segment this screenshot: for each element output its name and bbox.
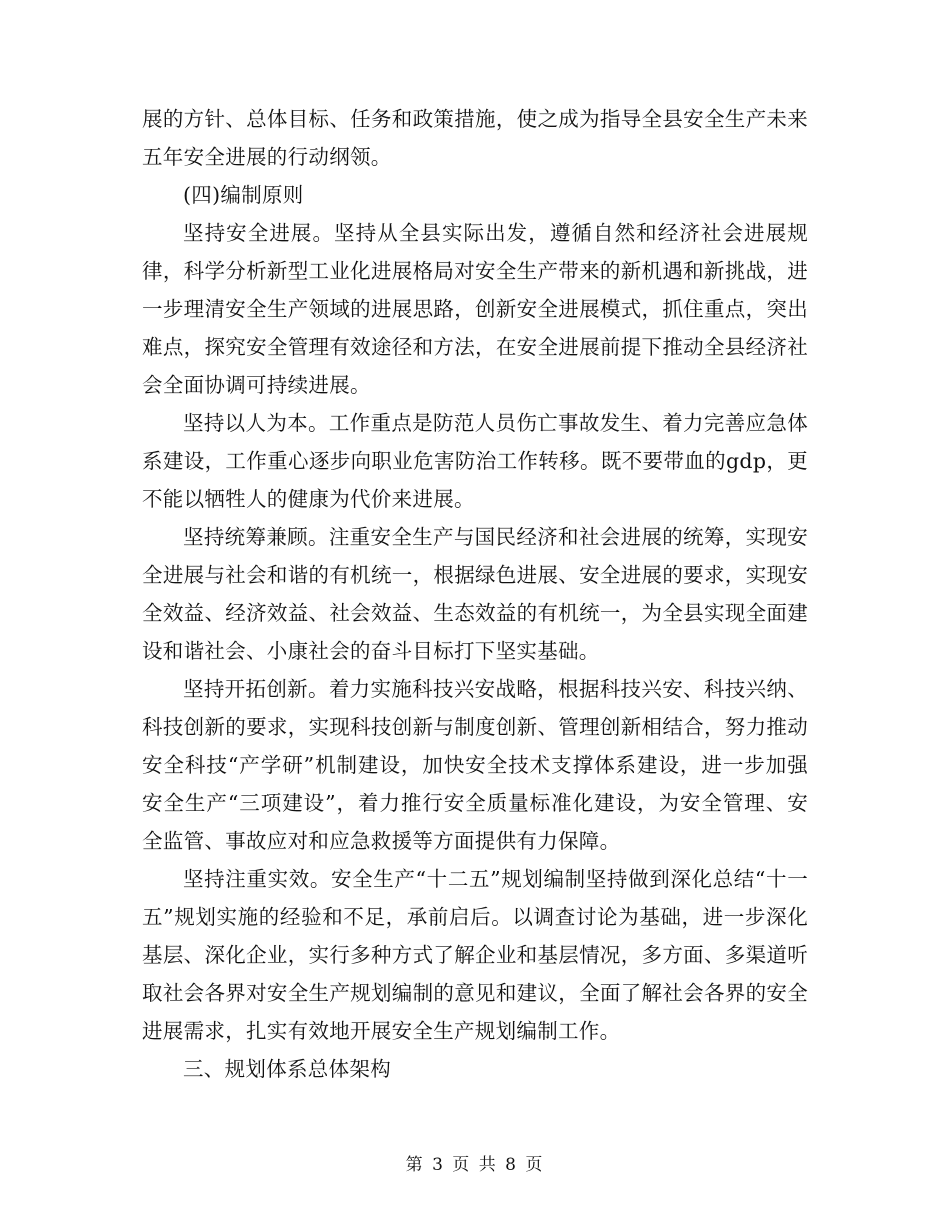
- paragraph-continuation: 展的方针、总体目标、任务和政策措施，使之成为指导全县安全生产未来五年安全进展的行动纲领。: [142, 107, 808, 169]
- page-number-footer: 第 3 页 共 8 页: [405, 1155, 545, 1175]
- document-body: [142, 100, 808, 1088]
- paragraph-innovation: 坚持开拓创新。着力实施科技兴安战略，根据科技兴安、科技兴纳、科技创新的要求，实现科技创新与制度创新、管理创新相结合，努力推动安全科技“产学研”机制建设，加快安全技术支撑体系建设，进一步加强安全生产“三项建设”，着力推行安全质量标准化建设，为安全管理、安全监管、事故应对和应急救援等方面提供有力保障。: [142, 677, 808, 853]
- paragraph-effectiveness: 坚持注重实效。安全生产“十二五”规划编制坚持做到深化总结“十一五”规划实施的经验和不足，承前启后。以调查讨论为基础，进一步深化基层、深化企业，实行多种方式了解企业和基层情况，多方面、多渠道听取社会各界对安全生产规划编制的意见和建议，全面了解社会各界的安全进展需求，扎实有效地开展安全生产规划编制工作。: [142, 867, 808, 1043]
- paragraph-people-oriented: 坚持以人为本。工作重点是防范人员伤亡事故发生、着力完善应急体系建设，工作重心逐步向职业危害防治工作转移。既不要带血的gdp，更不能以牺牲人的健康为代价来进展。: [142, 411, 808, 511]
- paragraph-overall-planning: 坚持统筹兼顾。注重安全生产与国民经济和社会进展的统筹，实现安全进展与社会和谐的有机统一，根据绿色进展、安全进展的要求，实现安全效益、经济效益、社会效益、生态效益的有机统一，为全县实现全面建设和谐社会、小康社会的奋斗目标打下坚实基础。: [142, 525, 808, 663]
- paragraph-safety-development: 坚持安全进展。坚持从全县实际出发，遵循自然和经济社会进展规律，科学分析新型工业化进展格局对安全生产带来的新机遇和新挑战，进一步理清安全生产领域的进展思路，创新安全进展模式，抓住重点，突出难点，探究安全管理有效途径和方法，在安全进展前提下推动全县经济社会全面协调可持续进展。: [142, 221, 808, 397]
- section-heading-framework: 三、规划体系总体架构: [183, 1057, 391, 1081]
- section-heading-principles: (四)编制原则: [183, 183, 304, 207]
